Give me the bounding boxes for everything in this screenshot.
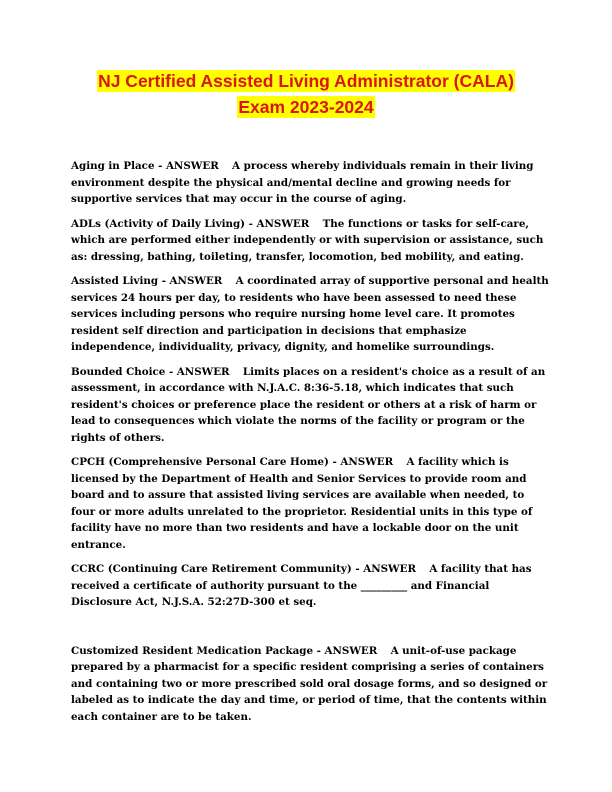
glossary-entry-aging-in-place <box>71 158 549 208</box>
entry-term: Assisted Living - ANSWER <box>71 275 223 287</box>
entry-term: Bounded Choice - ANSWER <box>71 365 230 378</box>
entry-definition: A coordinated array of supportive personal and health services 24 hours per day, to residents who have been assessed to need these services including persons who require nursing home level care. It promotes resident self direction and participation in decisions that emphasize independence, individuality, privacy, dignity, and homelike surroundings. <box>71 275 549 353</box>
entry-definition: A facility which is licensed by the Department of Health and Senior Services to provide room and board and to assure that assisted living services are available when needed, to four or more adults unrelated to the proprietor. Residential units in this type of facility have no more than two residents and have a lockable door on the unit entrance. <box>71 456 533 551</box>
glossary-entry-customized-medication-package <box>71 643 549 726</box>
entry-definition: A facility that has received a certificate of authority pursuant to the _________ and Financial Disclosure Act, N.J.S.A. 52:27D-300 et seq. <box>71 563 532 608</box>
entry-term: CCRC (Continuing Care Retirement Community) - ANSWER <box>71 563 417 575</box>
glossary-entry-ccrc <box>71 561 549 611</box>
entry-definition: The functions or tasks for self-care, which are performed either independently or with supervision or assistance, such as: dressing, bathing, toileting, transfer, locomotion, bed mobility, and eating. <box>71 217 544 263</box>
entry-term: ADLs (Activity of Daily Living) - ANSWER <box>71 217 310 230</box>
document-title <box>0 68 612 120</box>
entry-term: CPCH (Comprehensive Personal Care Home) - ANSWER <box>71 456 394 468</box>
entry-term: Customized Resident Medication Package - ANSWER <box>71 644 378 657</box>
entry-definition: Limits places on a resident's choice as a result of an assessment, in accordance with N.J.A.C. 8:36-5.18, which indicates that such resident's choices or preference place the resident or others at a risk of harm or lead to consequences which violate the norms of the facility or program or the rights of others. <box>71 365 546 444</box>
glossary-content <box>71 158 549 733</box>
glossary-entry-assisted-living <box>71 273 549 356</box>
title-line-2 <box>0 94 612 120</box>
title-line-1-text: NJ Certified Assisted Living Administrator (CALA) <box>98 71 514 91</box>
title-line-2-text: Exam 2023-2024 <box>238 97 374 117</box>
entry-term: Aging in Place - ANSWER <box>71 160 219 172</box>
entry-definition: A process whereby individuals remain in their living environment despite the physical and/mental decline and growing needs for supportive services that may occur in the course of aging. <box>71 160 534 205</box>
entry-definition: A unit-of-use package prepared by a pharmacist for a specific resident comprising a series of containers and containing two or more prescribed sold oral dosage forms, and so designed or labeled as to indicate the day and time, or period of time, that the contents within each container are to be taken. <box>71 644 548 723</box>
glossary-entry-adls <box>71 216 549 266</box>
glossary-entry-bounded-choice <box>71 364 549 447</box>
title-line-1 <box>0 68 612 94</box>
glossary-entry-cpch <box>71 454 549 553</box>
